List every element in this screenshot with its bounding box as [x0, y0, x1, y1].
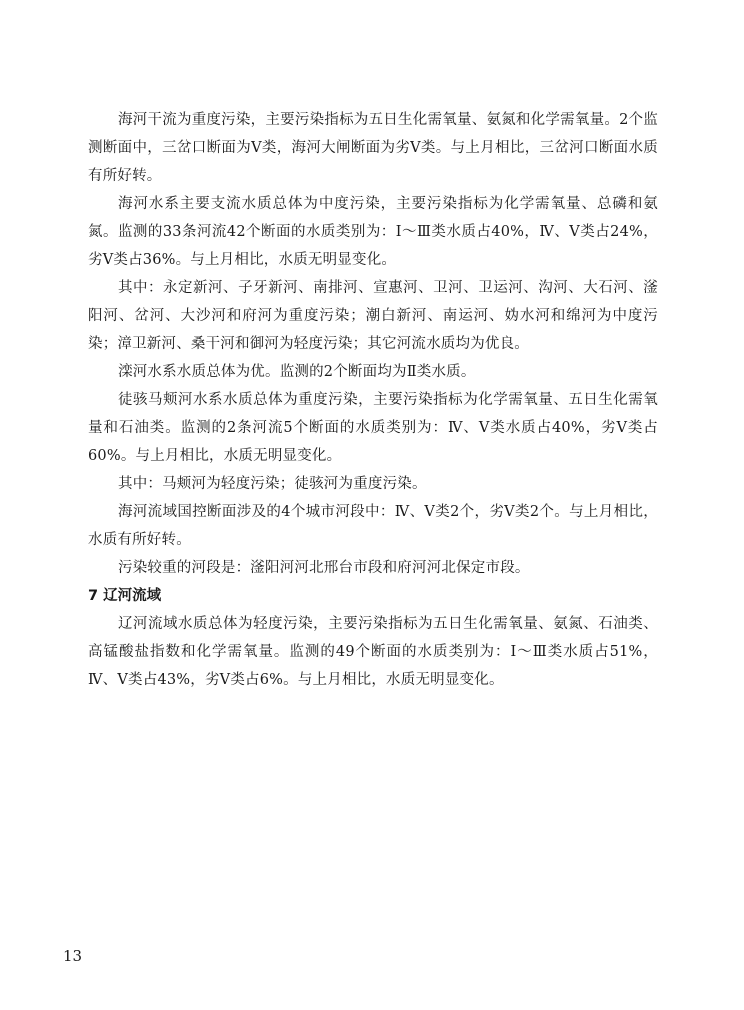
paragraph-luanhe: 滦河水系水质总体为优。监测的2个断面均为Ⅱ类水质。: [118, 364, 476, 380]
page-content: [88, 106, 658, 694]
paragraph-liaohe: 辽河流域水质总体为轻度污染，主要污染指标为五日生化需氧量、氨氮、石油类、高锰酸盐指数和化学需氧量。监测的49个断面的水质类别为：Ⅰ～Ⅲ类水质占51%，Ⅳ、Ⅴ类占43%，劣Ⅴ类占6%。与上月相比，水质无明显变化。: [88, 616, 658, 688]
paragraph-haihe-polluted-sections: 污染较重的河段是：滏阳河河北邢台市段和府河河北保定市段。: [118, 560, 530, 576]
section-heading-liaohe: 7 辽河流域: [88, 588, 162, 604]
paragraph-haihe-tributaries: 海河水系主要支流水质总体为中度污染，主要污染指标为化学需氧量、总磷和氨氮。监测的33条河流42个断面的水质类别为：Ⅰ～Ⅲ类水质占40%，Ⅳ、Ⅴ类占24%，劣Ⅴ类占36%。与上月相比，水质无明显变化。: [88, 196, 658, 268]
paragraph-tuhai-majia: 徒骇马颊河水系水质总体为重度污染，主要污染指标为化学需氧量、五日生化需氧量和石油类。监测的2条河流5个断面的水质类别为：Ⅳ、Ⅴ类水质占40%，劣Ⅴ类占60%。与上月相比，水质无明显变化。: [88, 392, 658, 464]
paragraph-tuhai-majia-detail: 其中：马颊河为轻度污染；徒骇河为重度污染。: [118, 476, 427, 492]
paragraph-haihe-mainstream: 海河干流为重度污染，主要污染指标为五日生化需氧量、氨氮和化学需氧量。2个监测断面中，三岔口断面为Ⅴ类，海河大闸断面为劣Ⅴ类。与上月相比，三岔河口断面水质有所好转。: [88, 112, 658, 184]
page-number: 13: [63, 947, 83, 965]
paragraph-haihe-tributaries-detail: 其中：永定新河、子牙新河、南排河、宣惠河、卫河、卫运河、沟河、大石河、滏阳河、岔河、大沙河和府河为重度污染；潮白新河、南运河、妫水河和绵河为中度污染；漳卫新河、桑干河和御河为轻度污染；其它河流水质均为优良。: [88, 280, 658, 352]
paragraph-haihe-city-sections: 海河流域国控断面涉及的4个城市河段中：Ⅳ、Ⅴ类2个，劣Ⅴ类2个。与上月相比，水质有所好转。: [88, 504, 658, 548]
